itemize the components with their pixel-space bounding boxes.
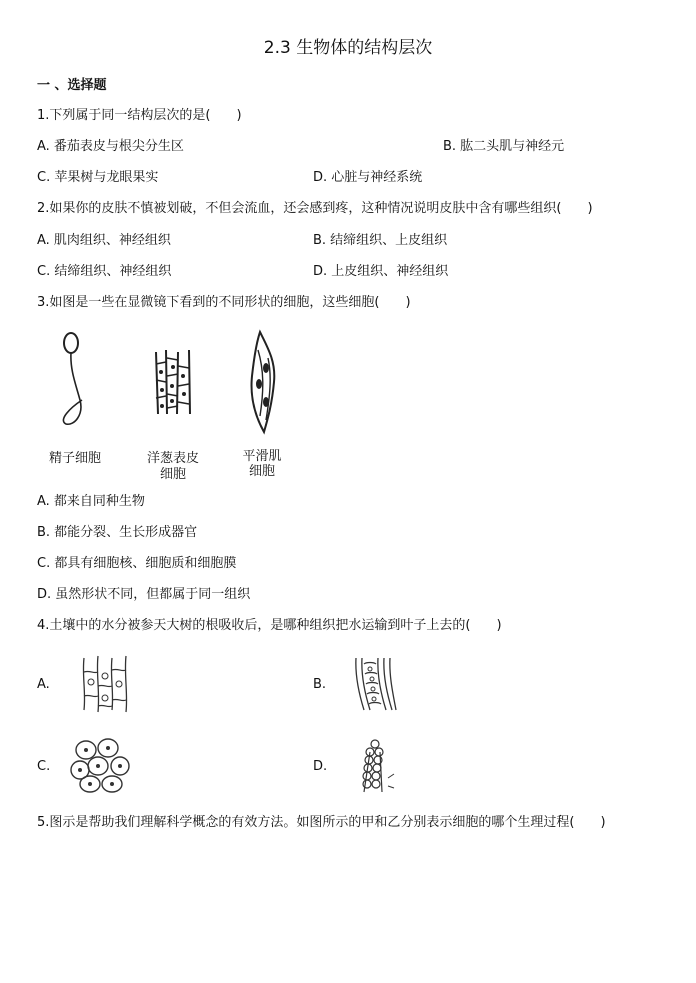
question-1-option-d: D. 心脏与神经系统 bbox=[313, 170, 423, 185]
page-title: 2.3 生物体的结构层次 bbox=[263, 38, 433, 58]
question-1-option-c: C. 苹果树与龙眼果实 bbox=[37, 170, 159, 185]
question-5-stem: 5.图示是帮助我们理解科学概念的有效方法。如图所示的甲和乙分别表示细胞的哪个生理过程( ) bbox=[37, 815, 606, 830]
tissue-a-figure bbox=[78, 656, 136, 712]
muscle-cell-caption-line1: 平滑肌 bbox=[242, 449, 282, 464]
question-2-option-a: A. 肌肉组织、神经组织 bbox=[37, 233, 171, 248]
sperm-cell-caption: 精子细胞 bbox=[48, 451, 101, 466]
question-3-option-c: C. 都具有细胞核、细胞质和细胞膜 bbox=[37, 556, 237, 571]
question-2-option-d: D. 上皮组织、神经组织 bbox=[313, 264, 449, 279]
question-4-option-a: A. bbox=[37, 677, 50, 692]
smooth-muscle-figure bbox=[246, 330, 282, 434]
question-3-option-a: A. 都来自同种生物 bbox=[37, 494, 145, 509]
question-3-option-b: B. 都能分裂、生长形成器官 bbox=[37, 525, 198, 540]
question-3-stem: 3.如图是一些在显微镜下看到的不同形状的细胞，这些细胞( ) bbox=[37, 295, 411, 310]
onion-cell-caption-line1: 洋葱表皮 bbox=[146, 451, 199, 466]
section-heading: 一 、选择题 bbox=[37, 78, 107, 93]
tissue-b-figure bbox=[350, 656, 398, 712]
question-4-stem: 4.土壤中的水分被参天大树的根吸收后，是哪种组织把水运输到叶子上去的( ) bbox=[37, 618, 502, 633]
question-4-option-d: D. bbox=[313, 759, 328, 774]
onion-cell-caption-line2: 细胞 bbox=[159, 467, 186, 482]
question-4-option-c: C. bbox=[37, 759, 51, 774]
sperm-cell-figure bbox=[52, 330, 102, 430]
question-4-option-b: B. bbox=[313, 677, 327, 692]
question-1-option-a: A. 番茄表皮与根尖分生区 bbox=[37, 139, 184, 154]
question-2-stem: 2.如果你的皮肤不慎被划破，不但会流血，还会感到疼，这种情况说明皮肤中含有哪些组织( ) bbox=[37, 201, 593, 216]
question-2-option-b: B. 结缔组织、上皮组织 bbox=[313, 233, 448, 248]
question-1-stem: 1.下列属于同一结构层次的是( ) bbox=[37, 108, 242, 123]
tissue-d-figure bbox=[358, 738, 398, 794]
tissue-c-figure bbox=[70, 738, 130, 794]
question-3-option-d: D. 虽然形状不同，但都属于同一组织 bbox=[37, 587, 251, 602]
question-2-option-c: C. 结缔组织、神经组织 bbox=[37, 264, 172, 279]
muscle-cell-caption-line2: 细胞 bbox=[248, 464, 275, 479]
onion-epidermis-figure bbox=[152, 350, 194, 416]
question-1-option-b: B. 肱二头肌与神经元 bbox=[443, 139, 565, 154]
